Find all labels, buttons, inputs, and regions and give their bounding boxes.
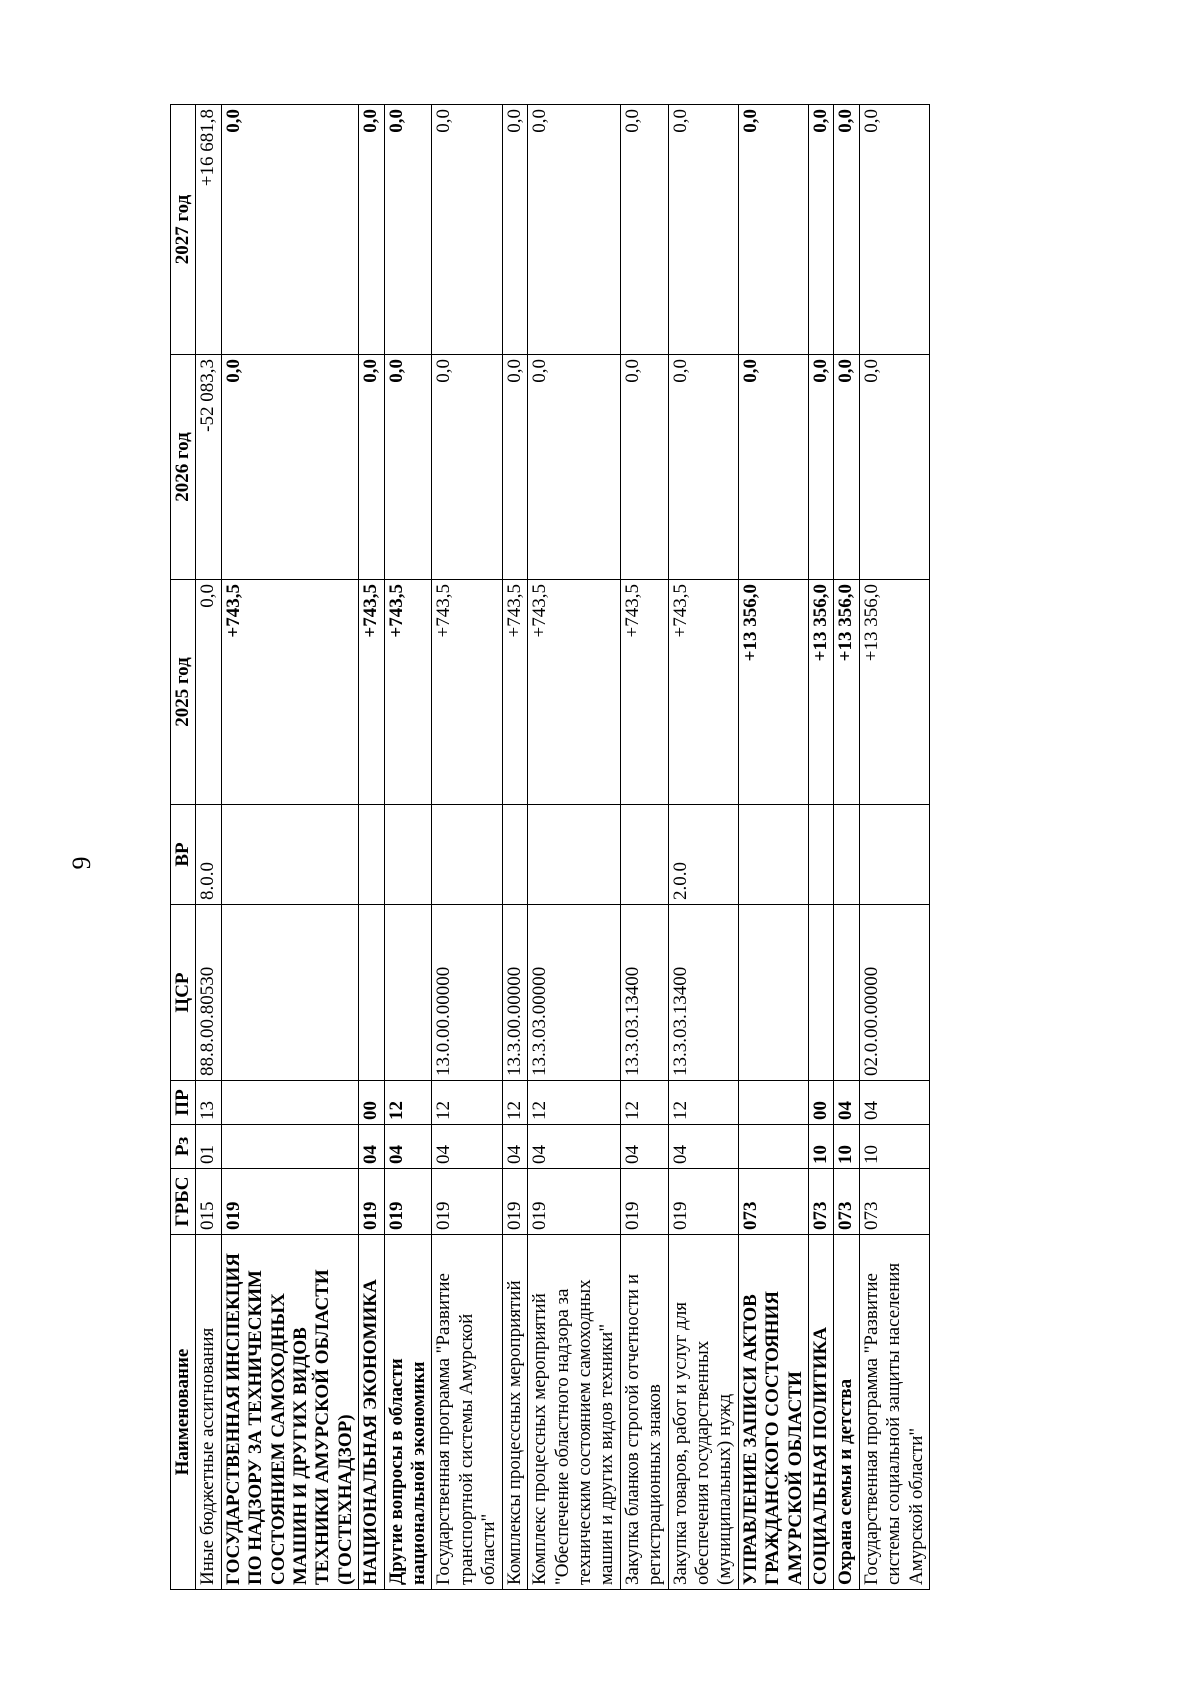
cell-csr: 88.8.00.80530 xyxy=(196,905,221,1081)
header-name: Наименование xyxy=(171,1235,196,1590)
cell-2026: 0,0 xyxy=(738,355,808,580)
cell-name: Государственная программа "Развитие системы социальной защиты населения Амурской области" xyxy=(859,1235,929,1590)
cell-2026: 0,0 xyxy=(808,355,833,580)
cell-name: Охрана семьи и детства xyxy=(834,1235,859,1590)
cell-name: Закупка товаров, работ и услуг для обеспечения государственных (муниципальных) нужд xyxy=(668,1235,738,1590)
cell-2025: +743,5 xyxy=(668,580,738,805)
cell-2027: 0,0 xyxy=(668,105,738,355)
cell-grbs: 019 xyxy=(668,1169,738,1235)
cell-rz: 01 xyxy=(196,1125,221,1169)
cell-2026: 0,0 xyxy=(834,355,859,580)
cell-rz: 04 xyxy=(620,1125,668,1169)
cell-csr xyxy=(384,905,432,1081)
cell-name: Комплексы процессных мероприятий xyxy=(502,1235,527,1590)
table-row xyxy=(221,105,358,1590)
cell-2026: 0,0 xyxy=(384,355,432,580)
header-csr: ЦСР xyxy=(171,905,196,1081)
cell-vr xyxy=(502,805,527,905)
cell-vr xyxy=(432,805,502,905)
cell-vr xyxy=(738,805,808,905)
table-row xyxy=(359,105,384,1590)
table-row xyxy=(502,105,527,1590)
cell-name: НАЦИОНАЛЬНАЯ ЭКОНОМИКА xyxy=(359,1235,384,1590)
cell-csr xyxy=(221,905,358,1081)
cell-pr: 12 xyxy=(668,1081,738,1125)
cell-pr: 00 xyxy=(359,1081,384,1125)
cell-csr xyxy=(834,905,859,1081)
cell-2027: 0,0 xyxy=(359,105,384,355)
cell-2027: 0,0 xyxy=(808,105,833,355)
cell-2027: +16 681,8 xyxy=(196,105,221,355)
cell-rz: 04 xyxy=(668,1125,738,1169)
cell-pr: 13 xyxy=(196,1081,221,1125)
cell-2025: +743,5 xyxy=(620,580,668,805)
cell-rz: 04 xyxy=(384,1125,432,1169)
cell-vr xyxy=(859,805,929,905)
table-row xyxy=(738,105,808,1590)
header-2027: 2027 год xyxy=(171,105,196,355)
cell-grbs: 015 xyxy=(196,1169,221,1235)
cell-pr: 04 xyxy=(859,1081,929,1125)
cell-grbs: 073 xyxy=(859,1169,929,1235)
cell-rz: 04 xyxy=(432,1125,502,1169)
cell-vr: 8.0.0 xyxy=(196,805,221,905)
cell-csr: 02.0.00.00000 xyxy=(859,905,929,1081)
cell-grbs: 019 xyxy=(502,1169,527,1235)
cell-name: Другие вопросы в области национальной экономики xyxy=(384,1235,432,1590)
cell-2025: +743,5 xyxy=(359,580,384,805)
cell-name: ГОСУДАРСТВЕННАЯ ИНСПЕКЦИЯ ПО НАДЗОРУ ЗА ТЕХНИЧЕСКИМ СОСТОЯНИЕМ САМОХОДНЫХ МАШИН И ДРУГИХ ВИДОВ ТЕХНИКИ АМУРСКОЙ ОБЛАСТИ (ГОСТЕХНАДЗОР) xyxy=(221,1235,358,1590)
table-row xyxy=(528,105,621,1590)
cell-2025: +743,5 xyxy=(384,580,432,805)
cell-2026: 0,0 xyxy=(432,355,502,580)
cell-2026: 0,0 xyxy=(502,355,527,580)
cell-2027: 0,0 xyxy=(834,105,859,355)
cell-name: Закупка бланков строгой отчетности и регистрационных знаков xyxy=(620,1235,668,1590)
budget-table xyxy=(170,104,930,1590)
cell-2025: +743,5 xyxy=(528,580,621,805)
table-row xyxy=(432,105,502,1590)
cell-2026: 0,0 xyxy=(359,355,384,580)
cell-pr: 12 xyxy=(384,1081,432,1125)
header-vr: ВР xyxy=(171,805,196,905)
cell-csr: 13.3.03.13400 xyxy=(668,905,738,1081)
cell-2026: 0,0 xyxy=(859,355,929,580)
cell-2027: 0,0 xyxy=(620,105,668,355)
cell-2026: 0,0 xyxy=(528,355,621,580)
cell-2025: +743,5 xyxy=(432,580,502,805)
cell-2027: 0,0 xyxy=(432,105,502,355)
cell-csr xyxy=(359,905,384,1081)
cell-2025: +13 356,0 xyxy=(834,580,859,805)
cell-2025: +13 356,0 xyxy=(738,580,808,805)
cell-pr: 12 xyxy=(620,1081,668,1125)
rotated-table-wrapper xyxy=(170,105,1070,1590)
cell-vr xyxy=(620,805,668,905)
cell-name: УПРАВЛЕНИЕ ЗАПИСИ АКТОВ ГРАЖДАНСКОГО СОСТОЯНИЯ АМУРСКОЙ ОБЛАСТИ xyxy=(738,1235,808,1590)
cell-grbs: 073 xyxy=(834,1169,859,1235)
cell-pr xyxy=(221,1081,358,1125)
cell-csr xyxy=(808,905,833,1081)
table-row xyxy=(620,105,668,1590)
cell-2027: 0,0 xyxy=(502,105,527,355)
cell-grbs: 019 xyxy=(221,1169,358,1235)
cell-grbs: 073 xyxy=(808,1169,833,1235)
cell-2025: +743,5 xyxy=(502,580,527,805)
cell-name: Иные бюджетные ассигнования xyxy=(196,1235,221,1590)
header-rz: Рз xyxy=(171,1125,196,1169)
cell-2027: 0,0 xyxy=(859,105,929,355)
cell-2026: 0,0 xyxy=(668,355,738,580)
cell-rz: 04 xyxy=(502,1125,527,1169)
cell-csr: 13.3.03.13400 xyxy=(620,905,668,1081)
header-grbs: ГРБС xyxy=(171,1169,196,1235)
table-row xyxy=(834,105,859,1590)
cell-pr: 12 xyxy=(502,1081,527,1125)
cell-pr: 12 xyxy=(528,1081,621,1125)
cell-csr: 13.0.00.00000 xyxy=(432,905,502,1081)
cell-vr xyxy=(221,805,358,905)
table-body xyxy=(196,105,930,1590)
header-2025: 2025 год xyxy=(171,580,196,805)
table-row xyxy=(196,105,221,1590)
cell-csr: 13.3.00.00000 xyxy=(502,905,527,1081)
header-2026: 2026 год xyxy=(171,355,196,580)
table-row xyxy=(668,105,738,1590)
cell-2025: +13 356,0 xyxy=(859,580,929,805)
table-row xyxy=(384,105,432,1590)
cell-rz: 04 xyxy=(359,1125,384,1169)
cell-2027: 0,0 xyxy=(528,105,621,355)
cell-rz xyxy=(221,1125,358,1169)
cell-grbs: 019 xyxy=(432,1169,502,1235)
cell-pr: 04 xyxy=(834,1081,859,1125)
cell-name: Государственная программа "Развитие транспортной системы Амурской области" xyxy=(432,1235,502,1590)
cell-2026: 0,0 xyxy=(221,355,358,580)
cell-csr xyxy=(738,905,808,1081)
cell-2027: 0,0 xyxy=(738,105,808,355)
cell-rz: 10 xyxy=(859,1125,929,1169)
cell-vr xyxy=(834,805,859,905)
cell-rz xyxy=(738,1125,808,1169)
table-header-row xyxy=(171,105,196,1590)
cell-name: Комплекс процессных мероприятий "Обеспечение областного надзора за техническим состоянием самоходных машин и других видов техники" xyxy=(528,1235,621,1590)
cell-vr xyxy=(384,805,432,905)
cell-2027: 0,0 xyxy=(384,105,432,355)
cell-vr: 2.0.0 xyxy=(668,805,738,905)
page-number: 9 xyxy=(67,856,96,870)
table-row xyxy=(859,105,929,1590)
cell-pr xyxy=(738,1081,808,1125)
cell-vr xyxy=(808,805,833,905)
cell-2025: 0,0 xyxy=(196,580,221,805)
cell-vr xyxy=(528,805,621,905)
cell-2026: 0,0 xyxy=(620,355,668,580)
cell-pr: 00 xyxy=(808,1081,833,1125)
cell-csr: 13.3.03.00000 xyxy=(528,905,621,1081)
cell-grbs: 019 xyxy=(528,1169,621,1235)
cell-name: СОЦИАЛЬНАЯ ПОЛИТИКА xyxy=(808,1235,833,1590)
cell-vr xyxy=(359,805,384,905)
cell-grbs: 019 xyxy=(620,1169,668,1235)
cell-grbs: 073 xyxy=(738,1169,808,1235)
cell-rz: 10 xyxy=(834,1125,859,1169)
cell-2026: -52 083,3 xyxy=(196,355,221,580)
cell-pr: 12 xyxy=(432,1081,502,1125)
header-pr: ПР xyxy=(171,1081,196,1125)
cell-2027: 0,0 xyxy=(221,105,358,355)
cell-2025: +13 356,0 xyxy=(808,580,833,805)
cell-grbs: 019 xyxy=(384,1169,432,1235)
cell-2025: +743,5 xyxy=(221,580,358,805)
cell-rz: 10 xyxy=(808,1125,833,1169)
cell-grbs: 019 xyxy=(359,1169,384,1235)
cell-rz: 04 xyxy=(528,1125,621,1169)
table-row xyxy=(808,105,833,1590)
